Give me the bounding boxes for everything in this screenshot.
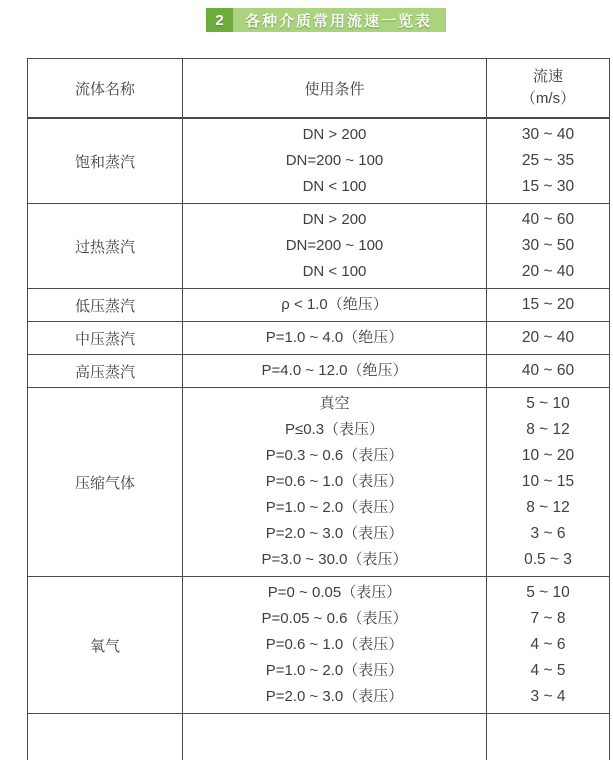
condition-cell (183, 355, 487, 388)
speed-line: 8 ~ 12 (489, 417, 607, 443)
condition-cell (183, 204, 487, 289)
table-row (28, 289, 610, 322)
speed-line: 3 ~ 4 (489, 684, 607, 710)
table-row (28, 118, 610, 204)
condition-line: DN > 200 (185, 122, 484, 148)
header-flow-speed-line1: 流速 (489, 66, 607, 88)
table-header-row (28, 59, 610, 119)
fluid-name-cell: 低压蒸汽 (28, 289, 183, 322)
condition-line: P=0.05 ~ 0.6（表压） (185, 606, 484, 632)
speed-line: 10 ~ 15 (489, 469, 607, 495)
condition-line: P≤0.3（表压） (185, 417, 484, 443)
condition-line: P=0.6 ~ 1.0（表压） (185, 632, 484, 658)
condition-line: P=1.0 ~ 2.0（表压） (185, 495, 484, 521)
fluid-name-cell: 高压蒸汽 (28, 355, 183, 388)
fluid-name-cell (28, 714, 183, 760)
condition-line: DN=200 ~ 100 (185, 233, 484, 259)
condition-line: DN < 100 (185, 174, 484, 200)
speed-line: 40 ~ 60 (489, 358, 607, 384)
speed-cell (487, 388, 610, 577)
condition-line: DN=200 ~ 100 (185, 148, 484, 174)
table-row (28, 322, 610, 355)
speed-line: 8 ~ 12 (489, 495, 607, 521)
speed-cell (487, 289, 610, 322)
flow-velocity-table (27, 58, 610, 760)
speed-line: 10 ~ 20 (489, 443, 607, 469)
fluid-name-cell: 氧气 (28, 577, 183, 714)
condition-line: P=1.0 ~ 4.0（绝压） (185, 325, 484, 351)
table-row (28, 204, 610, 289)
condition-line: P=2.0 ~ 3.0（表压） (185, 684, 484, 710)
fluid-name-cell: 饱和蒸汽 (28, 118, 183, 204)
fluid-name-cell: 中压蒸汽 (28, 322, 183, 355)
speed-cell (487, 118, 610, 204)
speed-line: 15 ~ 20 (489, 292, 607, 318)
header-usage-condition: 使用条件 (183, 59, 487, 119)
fluid-name-cell: 压缩气体 (28, 388, 183, 577)
speed-line: 20 ~ 40 (489, 325, 607, 351)
condition-line: P=0.6 ~ 1.0（表压） (185, 469, 484, 495)
condition-cell (183, 322, 487, 355)
section-badge (206, 8, 446, 32)
table-body (28, 118, 610, 760)
condition-line: DN > 200 (185, 207, 484, 233)
condition-line: DN < 100 (185, 259, 484, 285)
condition-cell (183, 388, 487, 577)
speed-line: 20 ~ 40 (489, 259, 607, 285)
condition-cell (183, 289, 487, 322)
condition-line: P=4.0 ~ 12.0（绝压） (185, 358, 484, 384)
section-number: 2 (206, 8, 233, 32)
condition-cell (183, 118, 487, 204)
speed-line: 5 ~ 10 (489, 391, 607, 417)
speed-line: 30 ~ 40 (489, 122, 607, 148)
speed-line: 4 ~ 5 (489, 658, 607, 684)
speed-line: 4 ~ 6 (489, 632, 607, 658)
speed-cell (487, 714, 610, 760)
condition-line: P=3.0 ~ 30.0（表压） (185, 547, 484, 573)
speed-line: 30 ~ 50 (489, 233, 607, 259)
condition-cell (183, 714, 487, 760)
speed-line: 25 ~ 35 (489, 148, 607, 174)
condition-line: ρ < 1.0（绝压） (185, 292, 484, 318)
condition-line: P=1.0 ~ 2.0（表压） (185, 658, 484, 684)
speed-line: 0.5 ~ 3 (489, 547, 607, 573)
speed-cell (487, 355, 610, 388)
speed-line: 15 ~ 30 (489, 174, 607, 200)
condition-line: P=0 ~ 0.05（表压） (185, 580, 484, 606)
speed-line: 5 ~ 10 (489, 580, 607, 606)
condition-line: P=2.0 ~ 3.0（表压） (185, 521, 484, 547)
header-flow-speed-unit: （m/s） (489, 88, 607, 110)
speed-line: 3 ~ 6 (489, 521, 607, 547)
condition-line: P=0.3 ~ 0.6（表压） (185, 443, 484, 469)
condition-line: 真空 (185, 391, 484, 417)
condition-cell (183, 577, 487, 714)
speed-cell (487, 577, 610, 714)
speed-line: 40 ~ 60 (489, 207, 607, 233)
speed-cell (487, 204, 610, 289)
header-fluid-name: 流体名称 (28, 59, 183, 119)
table-row-partial (28, 714, 610, 760)
fluid-name-cell: 过热蒸汽 (28, 204, 183, 289)
table-row (28, 355, 610, 388)
header-flow-speed (487, 59, 610, 119)
speed-cell (487, 322, 610, 355)
table-row (28, 577, 610, 714)
table-row (28, 388, 610, 577)
section-title: 各种介质常用流速一览表 (233, 8, 446, 32)
speed-line: 7 ~ 8 (489, 606, 607, 632)
